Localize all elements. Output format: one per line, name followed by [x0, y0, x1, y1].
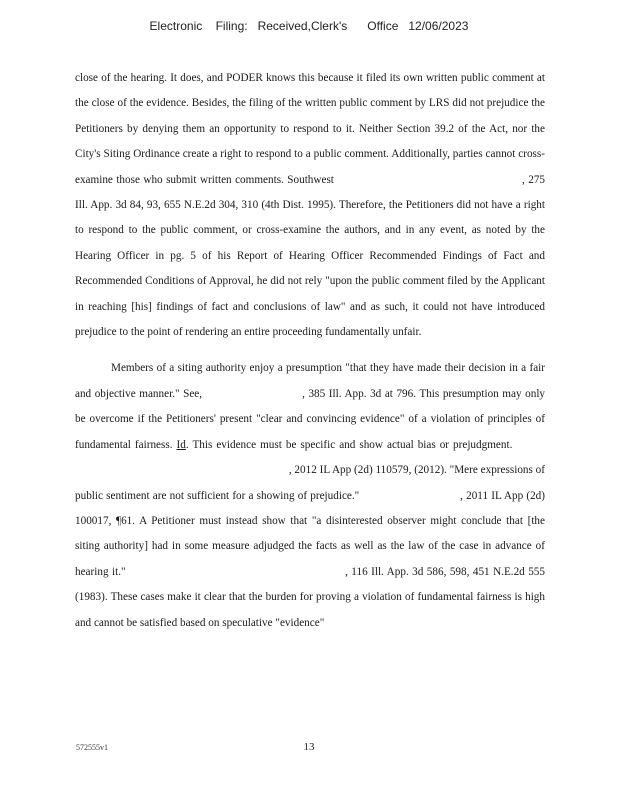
paragraph-2-text-f: , 116 Ill. App. 3d 586, 598, 451 N.E.2d 555 (1983). These cases make it clear that the burden for proving a violation of fundamental fairness is high and cannot be satisfied based on speculative "evidence"	[75, 565, 545, 629]
page-number: 13	[303, 741, 315, 753]
paragraph-2-text-a: Members of a siting authority enjoy a presumption "that they have made their decision in a fair and objective manner." See,	[75, 362, 545, 400]
paragraph-2	[75, 356, 545, 635]
document-id: 572555v1	[76, 743, 108, 752]
document-body	[75, 66, 545, 636]
paragraph-2-text-d: , 2012 IL App (2d) 110579, (2012). "Mere expressions of public sentiment are not sufficient for a showing of prejudice."	[75, 464, 545, 502]
electronic-filing-stamp: Electronic Filing: Received,Clerk's Office 12/06/2023	[149, 19, 469, 33]
paragraph-1	[75, 66, 545, 345]
paragraph-2-text-b: , 385 Ill. App. 3d at 796. This presumption may only be overcome if the Petitioners' present "clear and convincing evidence" of a violation of principles of fundamental fairness.	[75, 387, 546, 451]
paragraph-2-text-c: . This evidence must be specific and show actual bias or prejudgment.	[185, 438, 517, 451]
paragraph-2-text-e: , 2011 IL App (2d) 100017, ¶61. A Petitioner must instead show that "a disinterested observer might conclude that [the siting authority] had in some measure adjudged the facts as well as the law of the case in advance of hearing it."	[75, 489, 545, 578]
paragraph-1-text-a: close of the hearing. It does, and PODER knows this because it filed its own written public comment at the close of the evidence. Besides, the filing of the written public comment by LRS did not prejudice the Petitioners by denying them an opportunity to respond to it. Neither Section 39.2 of the Act, nor the City's Siting Ordinance create a right to respond to a public comment. Additionally, parties cannot cross-examine those who submit written comments. Southwest	[75, 72, 545, 186]
id-citation: Id	[176, 438, 186, 451]
paragraph-1-text-b: , 275 Ill. App. 3d 84, 93, 655 N.E.2d 304, 310 (4th Dist. 1995). Therefore, the Petitioners did not have a right to respond to the public comment, or cross-examine the authors, and in any event, as noted by the Hearing Officer in pg. 5 of his Report of Hearing Officer Recommended Findings of Fact and Recommended Conditions of Approval, he did not rely "upon the public comment filed by the Applicant in reaching [his] findings of fact and conclusions of law" and as such, it could not have introduced prejudice to the point of rendering an entire proceeding fundamentally unfair.	[75, 173, 546, 339]
